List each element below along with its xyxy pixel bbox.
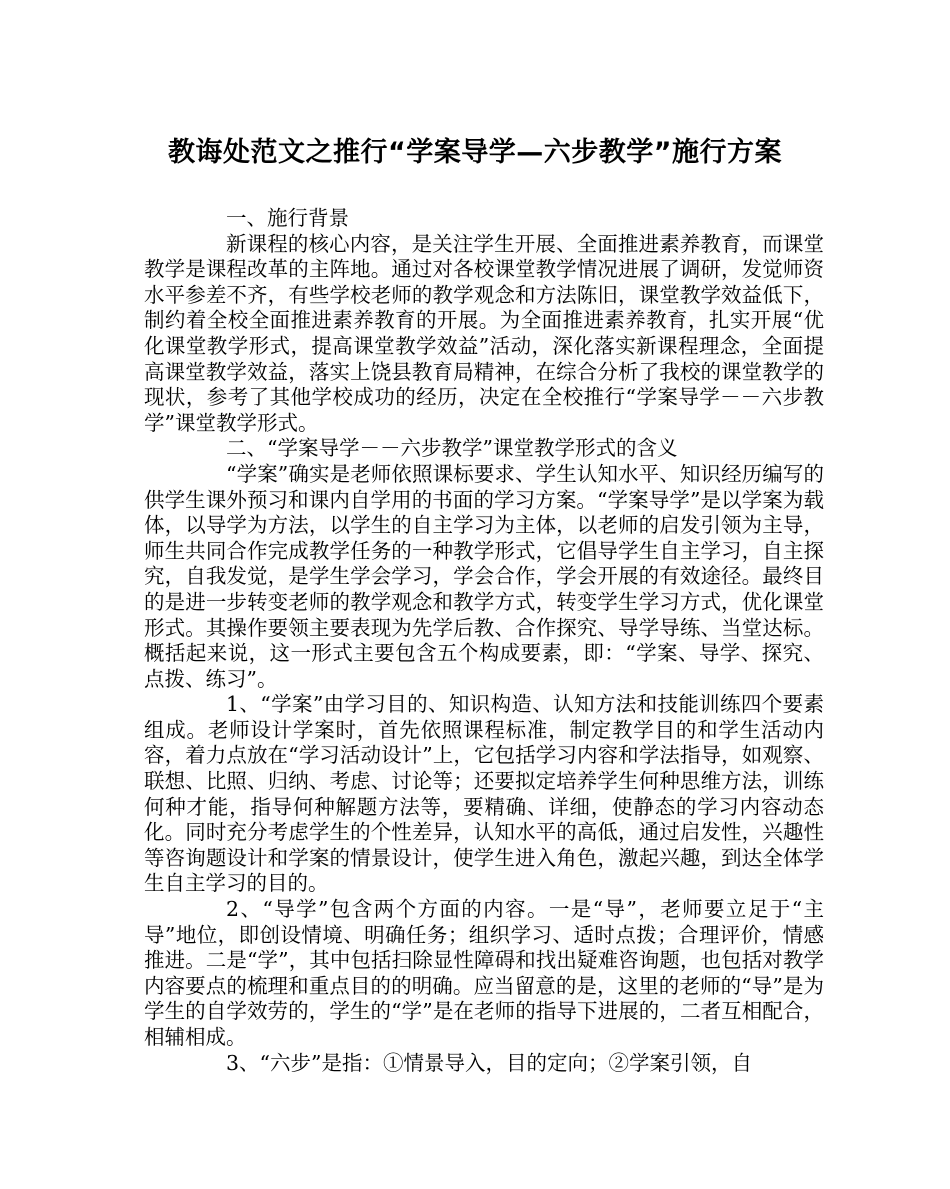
section-heading-background: 一、施行背景 (226, 206, 349, 230)
paragraph-item-1: 1、“学案”由学习目的、知识构造、认知方法和技能训练四个要素组成。老师设计学案时，首先依照课程标准，制定教学目的和学生活动内容，着力点放在“学习活动设计”上，它包括学习内容和学法指导，如观察、联想、比照、归纳、考虑、讨论等；还要拟定培养学生何种思维方法，训练何种才能，指导何种解题方法等，要精确、详细，使静态的学习内容动态化。同时充分考虑学生的个性差异，认知水平的高低，通过启发性，兴趣性等咨询题设计和学案的情景设计，使学生进入角色，激起兴趣，到达全体学生自主学习的目的。 (144, 692, 824, 896)
section-heading-meaning: 二、“学案导学－－六步教学”课堂教学形式的含义 (226, 436, 678, 461)
paragraph-background: 新课程的核心内容，是关注学生开展、全面推进素养教育，而课堂教学是课程改革的主阵地。通过对各校课堂教学情况进展了调研，发觉师资水平参差不齐，有些学校老师的教学观念和方法陈旧，课堂教学效益低下，制约着全校全面推进素养教育的开展。为全面推进素养教育，扎实开展“优化课堂教学形式，提高课堂教学效益”活动，深化落实新课程理念，全面提高课堂教学效益，落实上饶县教育局精神，在综合分析了我校的课堂教学的现状，参考了其他学校成功的经历，决定在全校推行“学案导学－－六步教学”课堂教学形式。 (144, 231, 824, 435)
paragraph-learning-plan: “学案”确实是老师依照课标要求、学生认知水平、知识经历编写的供学生课外预习和课内自学用的书面的学习方案。“学案导学”是以学案为载体，以导学为方法，以学生的自主学习为主体，以老师的启发引领为主导，师生共同合作完成教学任务的一种教学形式，它倡导学生自主学习，自主探究，自我发觉，是学生学会学习，学会合作，学会开展的有效途径。最终目的是进一步转变老师的教学观念和教学方式，转变学生学习方式，优化课堂形式。其操作要领主要表现为先学后教、合作探究、导学导练、当堂达标。概括起来说，这一形式主要包含五个构成要素，即：“学案、导学、探究、点拨、练习”。 (144, 461, 824, 691)
paragraph-item-3: 3、“六步”是指：①情景导入，目的定向；②学案引领，自 (226, 1050, 753, 1075)
document-body (144, 206, 824, 1076)
paragraph-item-2: 2、“导学”包含两个方面的内容。一是“导”，老师要立足于“主导”地位，即创设情境、明确任务；组织学习、适时点拨；合理评价，情感推进。二是“学”，其中包括扫除显性障碍和找出疑难咨询题，也包括对教学内容要点的梳理和重点目的的明确。应当留意的是，这里的老师的“导”是为学生的自学效劳的，学生的“学”是在老师的指导下进展的，二者互相配合，相辅相成。 (144, 897, 824, 1049)
document-title: 教诲处范文之推行“学案导学—六步教学”施行方案 (168, 137, 782, 168)
